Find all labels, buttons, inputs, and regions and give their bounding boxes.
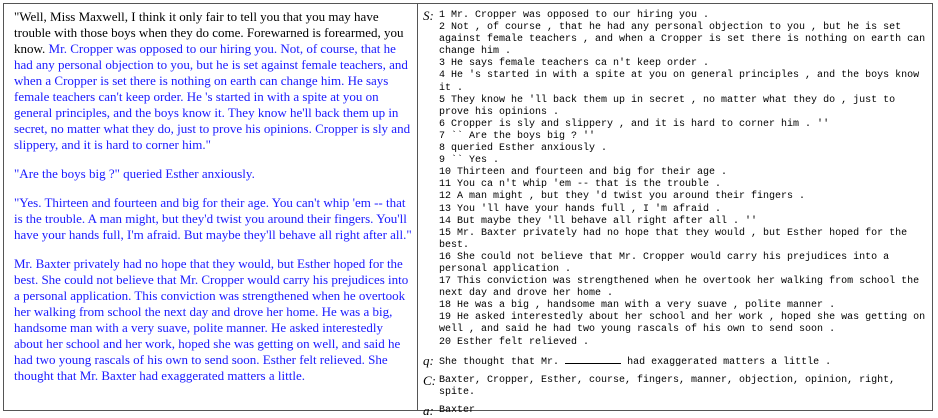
task-panel bbox=[423, 10, 931, 417]
sentence-line: 7 `` Are the boys big ? '' bbox=[439, 130, 596, 142]
sentence-line: 5 They know he 'll back them up in secret , no matter what they do , just to prove his opinions . bbox=[439, 94, 896, 118]
sentence-line: 14 But maybe they 'll behave all right after all . '' bbox=[439, 215, 758, 227]
sentence-line: 17 This conviction was strengthened when he overtook her walking from school the next day and drove her home . bbox=[439, 276, 920, 300]
sentence-line: 9 `` Yes . bbox=[439, 155, 500, 167]
a-label: a: bbox=[423, 402, 434, 418]
sentence-line: 10 Thirteen and fourteen and big for their age . bbox=[439, 167, 728, 179]
sentence-line: 18 He was a big , handsome man with a very suave , polite manner . bbox=[439, 300, 836, 312]
sentence-line: 11 You ca n't whip 'em -- that is the trouble . bbox=[439, 179, 722, 191]
answer-blank bbox=[565, 355, 621, 364]
sentence-line: 12 A man might , but they 'd twist you around their fingers . bbox=[439, 191, 806, 203]
question-after: had exaggerated matters a little . bbox=[627, 356, 832, 368]
q-label: q: bbox=[423, 352, 434, 368]
sentence-line: 1 Mr. Cropper was opposed to our hiring you . bbox=[439, 10, 710, 21]
sentences-block bbox=[423, 10, 931, 349]
candidates-text: Baxter, Cropper, Esther, course, fingers, manner, objection, opinion, right, spite. bbox=[439, 374, 896, 398]
passage-paragraph-4: Mr. Baxter privately had no hope that they would, but Esther hoped for the best. She could not believe that Mr. Cropper would carry his prejudices into a personal application. This conviction was strengthened when he overtook her walking from school the next day and drove her home. He was a big, handsome man with a very suave, polite manner. He asked interestedly about her school and her work, hoped she was getting on well, and said he had two young rascals of his own to send soon. Esther felt relieved. She thought that Mr. Baxter had exaggerated matters a little. bbox=[14, 256, 409, 383]
sentence-line: 8 queried Esther anxiously . bbox=[439, 143, 608, 155]
passage-paragraph-1 bbox=[14, 9, 412, 153]
sentence-line: 19 He asked interestedly about her school and her work , hoped she was getting on well , and said he had two young rascals of his own to send soon . bbox=[439, 312, 926, 336]
answer-block bbox=[423, 402, 931, 418]
candidates-block bbox=[423, 372, 931, 399]
passage-p1-highlight: Mr. Cropper was opposed to our hiring you. Not, of course, that he had any personal objection to you, but he is set against female teachers, and when a Cropper is set there is nothing on earth can change him. He says female teachers can't keep order. He 's started in with a spite at you on general principles, and the boys know it. They know he'll back them up in secret, no matter what they do, just to prove his opinions. Cropper is sly and slippery, and it is hard to corner him." bbox=[14, 41, 411, 152]
sentence-line: 16 She could not believe that Mr. Cropper would carry his prejudices into a personal application . bbox=[439, 251, 890, 275]
sentence-line: 2 Not , of course , that he had any personal objection to you , but he is set against female teachers , and when a Cropper is set there is nothing on earth can change him . bbox=[439, 22, 926, 58]
column-divider bbox=[417, 3, 418, 411]
question-text bbox=[439, 355, 931, 369]
question-block bbox=[423, 352, 931, 369]
passage-paragraph-3: "Yes. Thirteen and fourteen and big for their age. You can't whip 'em -- that is the trouble. A man might, but they'd twist you around their fingers. You'll have your hands full, I'm afraid. But maybe they'll behave all right after all." bbox=[14, 195, 412, 242]
sentence-line: 13 You 'll have your hands full , I 'm afraid . bbox=[439, 203, 722, 215]
sentence-list bbox=[439, 10, 931, 349]
passage-panel bbox=[14, 9, 412, 397]
sentence-line: 3 He says female teachers ca n't keep order . bbox=[439, 58, 710, 70]
passage-paragraph-2: "Are the boys big ?" queried Esther anxiously. bbox=[14, 166, 255, 181]
sentence-line: 6 Cropper is sly and slippery , and it is hard to corner him . '' bbox=[439, 118, 830, 130]
sentence-line: 15 Mr. Baxter privately had no hope that they would , but Esther hoped for the best. bbox=[439, 227, 908, 251]
sentence-line: 4 He 's started in with a spite at you on general principles , and the boys know it . bbox=[439, 70, 920, 94]
question-before: She thought that Mr. bbox=[439, 356, 560, 368]
answer-text: Baxter bbox=[439, 404, 476, 416]
s-label: S: bbox=[423, 8, 434, 23]
sentence-line: 20 Esther felt relieved . bbox=[439, 336, 590, 348]
c-label: C: bbox=[423, 372, 436, 388]
passage-p1-plain: "Well, Miss Maxwell, I think it only fair to tell you that you may have trouble with those boys when they do come. Forewarned is forearmed, you know. bbox=[14, 9, 404, 56]
